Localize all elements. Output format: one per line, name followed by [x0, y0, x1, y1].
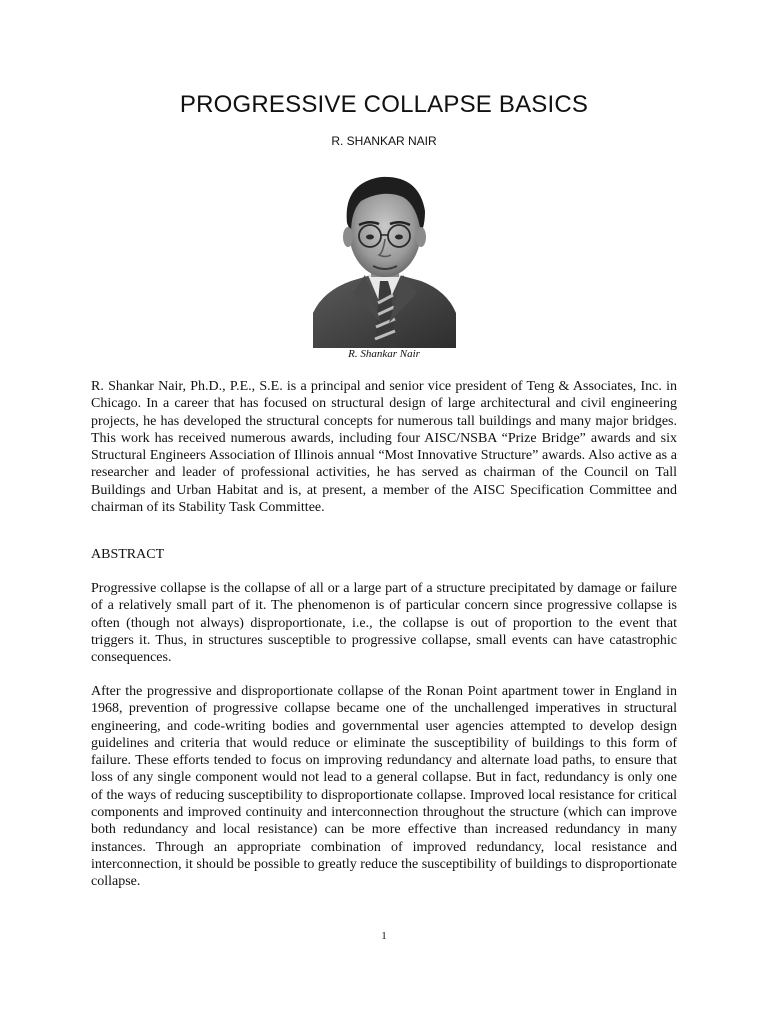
- abstract-heading: ABSTRACT: [91, 547, 165, 562]
- abstract-paragraph: After the progressive and disproportionate collapse of the Ronan Point apartment tower in England in 1968, prevention of progressive collapse became one of the unchallenged imperatives in structural engineering, and code-writing bodies and governmental user agencies attempted to develop design guidelines and criteria that would reduce or eliminate the susceptibility of buildings to this form of failure. These efforts tended to focus on improving redundancy and alternate load paths, to ensure that loss of any single component would not lead to a general collapse. But in fact, redundancy is only one of the ways of reducing susceptibility to disproportionate collapse. Improved local resistance for critical components and improved continuity and interconnection throughout the structure (which can improve both redundancy and local resistance) can be more effective than increased redundancy in many instances. Through an appropriate combination of improved redundancy, local resistance and interconnection, it should be possible to greatly reduce the susceptibility of buildings to disproportionate collapse.: [91, 684, 677, 890]
- abstract-paragraph: Progressive collapse is the collapse of all or a large part of a structure precipitated by damage or failure of a relatively small part of it. The phenomenon is of particular concern since progressive collapse is often (though not always) disproportionate, i.e., the collapse is out of proportion to the event that triggers it. Thus, in structures susceptible to progressive collapse, small events can have catastrophic consequences.: [91, 581, 677, 666]
- author-name: R. SHANKAR NAIR: [331, 134, 437, 148]
- author-bio: R. Shankar Nair, Ph.D., P.E., S.E. is a principal and senior vice president of Teng & Associates, Inc. in Chicago. In a career that has focused on structural design of large architectural and civil engineering projects, he has developed the structural concepts for numerous tall buildings and many major bridges. This work has received numerous awards, including four AISC/NSBA “Prize Bridge” awards and six Structural Engineers Association of Illinois annual “Most Innovative Structure” awards. Also active as a researcher and leader of professional activities, he has served as chairman of the Council on Tall Buildings and Urban Habitat and is, at present, a member of the AISC Specification Committee and chairman of its Stability Task Committee.: [91, 379, 677, 516]
- page-title: PROGRESSIVE COLLAPSE BASICS: [179, 91, 589, 118]
- photo-caption: R. Shankar Nair: [348, 348, 420, 360]
- author-photo: [313, 163, 456, 348]
- page-number: 1: [381, 930, 387, 942]
